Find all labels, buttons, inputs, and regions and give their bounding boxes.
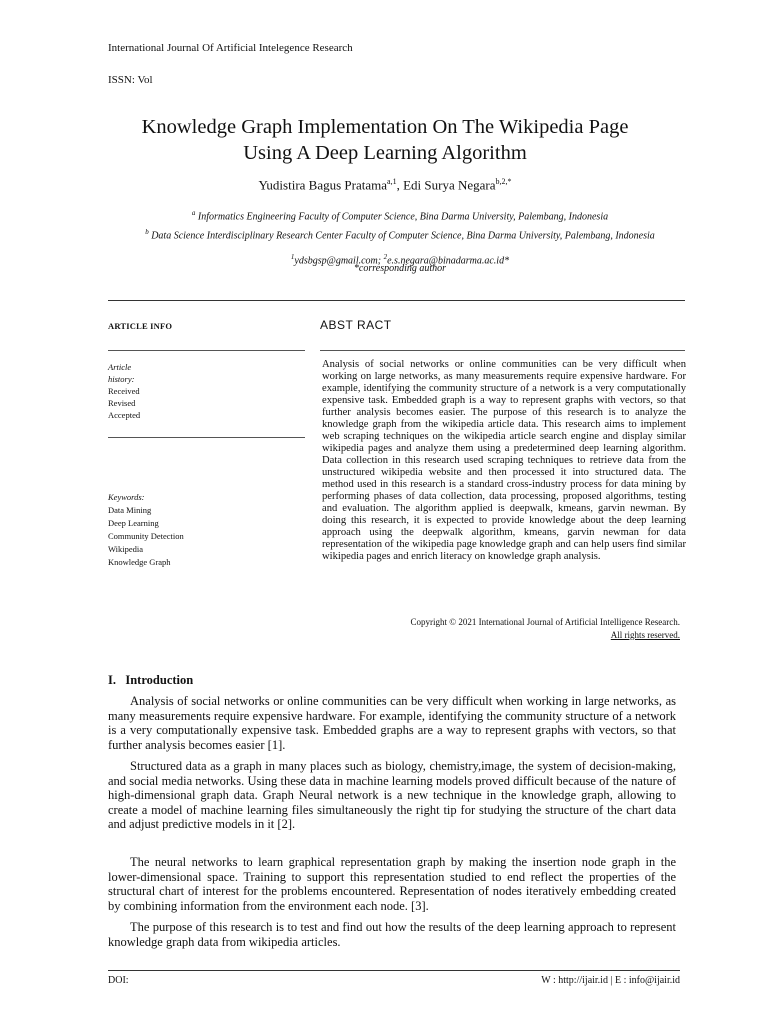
authors bbox=[90, 177, 680, 193]
footer-divider bbox=[108, 970, 680, 971]
footer-doi: DOI: bbox=[108, 975, 129, 986]
email-2[interactable]: e.s.negara@binadarma.ac.id* bbox=[387, 255, 510, 267]
intro-paragraph-4: The purpose of this research is to test and find out how the results of the deep learning approach to represent knowledge graph data from wikipedia articles. bbox=[108, 920, 676, 949]
keyword-item: Community Detection bbox=[108, 531, 184, 541]
author-2-sup: b,2,* bbox=[495, 177, 512, 186]
intro-paragraph-2: Structured data as a graph in many places such as biology, chemistry,image, the system of decision-making, and social media networks. Using these data in machine learning models proved difficult because of the nature of high-dimensional graph data. Graph Neural network is a new technique in the knowledge graph, allowing to create a model of machine learning files simultaneously the right tip for studying the structure of the chart data and adjust predictive models in it [2]. bbox=[108, 759, 676, 831]
history-label-1: Article bbox=[108, 362, 132, 372]
keyword-item: Wikipedia bbox=[108, 544, 144, 554]
header-divider bbox=[108, 300, 685, 301]
keyword-item: Data Mining bbox=[108, 505, 152, 515]
email-2-sup: 2 bbox=[383, 253, 388, 261]
affiliation-a-text: Informatics Engineering Faculty of Computer Science, Bina Darma University, Palembang, Indonesia bbox=[197, 211, 609, 223]
article-info-heading: ARTICLE INFO bbox=[108, 321, 173, 331]
author-1: Yudistira Bagus Pratama bbox=[258, 177, 388, 193]
intro-paragraph-1: Analysis of social networks or online communities can be very difficult when working in large networks, as many measurements require expensive hardware. For example, identifying the community structure of a network is a very computationally expensive task. Embedded graphs are a way to represent graphs with vectors, so that further analysis becomes easier [1]. bbox=[108, 694, 676, 752]
copyright-notice bbox=[322, 616, 680, 642]
article-history bbox=[108, 361, 140, 421]
issn-line: ISSN: Vol bbox=[108, 74, 153, 86]
affiliation-b-text: Data Science Interdisciplinary Research Center Faculty of Computer Science, Bina Darma University, Palembang, Indonesia bbox=[151, 230, 655, 242]
keyword-item: Deep Learning bbox=[108, 518, 159, 528]
rights-reserved: All rights reserved. bbox=[610, 630, 680, 640]
email-1[interactable]: ydsbgsp@gmail.com; bbox=[294, 255, 382, 267]
article-info-divider bbox=[108, 350, 305, 351]
history-accepted: Accepted bbox=[108, 410, 141, 420]
abstract-body: Analysis of social networks or online communities can be very difficult when working on large networks, as many measurements require expensive hardware. For example, identifying the community structure of a network is a very computationally expensive task. Embedded graph is a way to represent graphs with vectors, so that further analysis becomes easier. The purpose of this research is to analyze the knowledge graph from the wikipedia article data. This research aims to implement web scraping techniques on the wikipedia article search engine and display similar wikipedia pages and analyze them using a predetermined deep learning algorithm. Data collection in this research used scraping techniques to retrieve data from the unstructured wikipedia website and then processed it into structured data. The method used in this research is a standard cross-industry process for data mining by performing phases of data collection, data processing, proposed algorithms, testing and evaluation. The algorithm applied is deepwalk, kmeans, garvin newman. By doing this research, it is expected to provide knowledge about the deep learning approach using the deepwalk algorithm, kmeans, garvin newman for data representation of the wikipedia page knowledge graph and can help users find similar wikipedia pages and enrich literacy on knowledge graph analysis. bbox=[322, 359, 686, 562]
author-2: Edi Surya Negara bbox=[403, 177, 496, 193]
history-label-2: history: bbox=[108, 374, 135, 384]
title-line-1: Knowledge Graph Implementation On The Wikipedia Page bbox=[141, 116, 629, 138]
paper-title bbox=[90, 114, 680, 166]
author-separator: , bbox=[396, 177, 404, 193]
footer-contact: W : http://ijair.id | E : info@ijair.id bbox=[541, 975, 680, 986]
email-1-sup: 1 bbox=[290, 253, 295, 261]
history-revised: Revised bbox=[108, 398, 136, 408]
corresponding-author-note: *corresponding author bbox=[353, 263, 447, 274]
keyword-item: Knowledge Graph bbox=[108, 557, 171, 567]
affiliation-b bbox=[140, 226, 660, 242]
copyright-text: Copyright © 2021 International Journal of Artificial Intelligence Research. bbox=[410, 617, 680, 627]
affiliation-a-sup: a bbox=[191, 209, 196, 217]
title-line-2: Using A Deep Learning Algorithm bbox=[243, 142, 527, 164]
section-heading-introduction: I. Introduction bbox=[108, 673, 194, 687]
keywords-label: Keywords: bbox=[108, 492, 145, 502]
keywords-block bbox=[108, 491, 184, 569]
journal-name: International Journal Of Artificial Intelegence Research bbox=[108, 42, 353, 54]
intro-paragraph-3: The neural networks to learn graphical representation graph by making the insertion node graph in the lower-dimensional space. Training to support this representation studied to end reflect the properties of the structural chart of interest for the problems encountered. Representation of nodes iteratively embedding created by combining information from the environment each node. [3]. bbox=[108, 855, 676, 913]
history-received: Received bbox=[108, 386, 140, 396]
history-divider bbox=[108, 437, 305, 438]
abstract-heading: ABST RACT bbox=[320, 318, 392, 332]
affiliation-a bbox=[140, 207, 660, 223]
affiliation-b-sup: b bbox=[145, 228, 149, 236]
author-1-sup: a,1 bbox=[387, 177, 397, 186]
abstract-divider bbox=[320, 350, 685, 351]
